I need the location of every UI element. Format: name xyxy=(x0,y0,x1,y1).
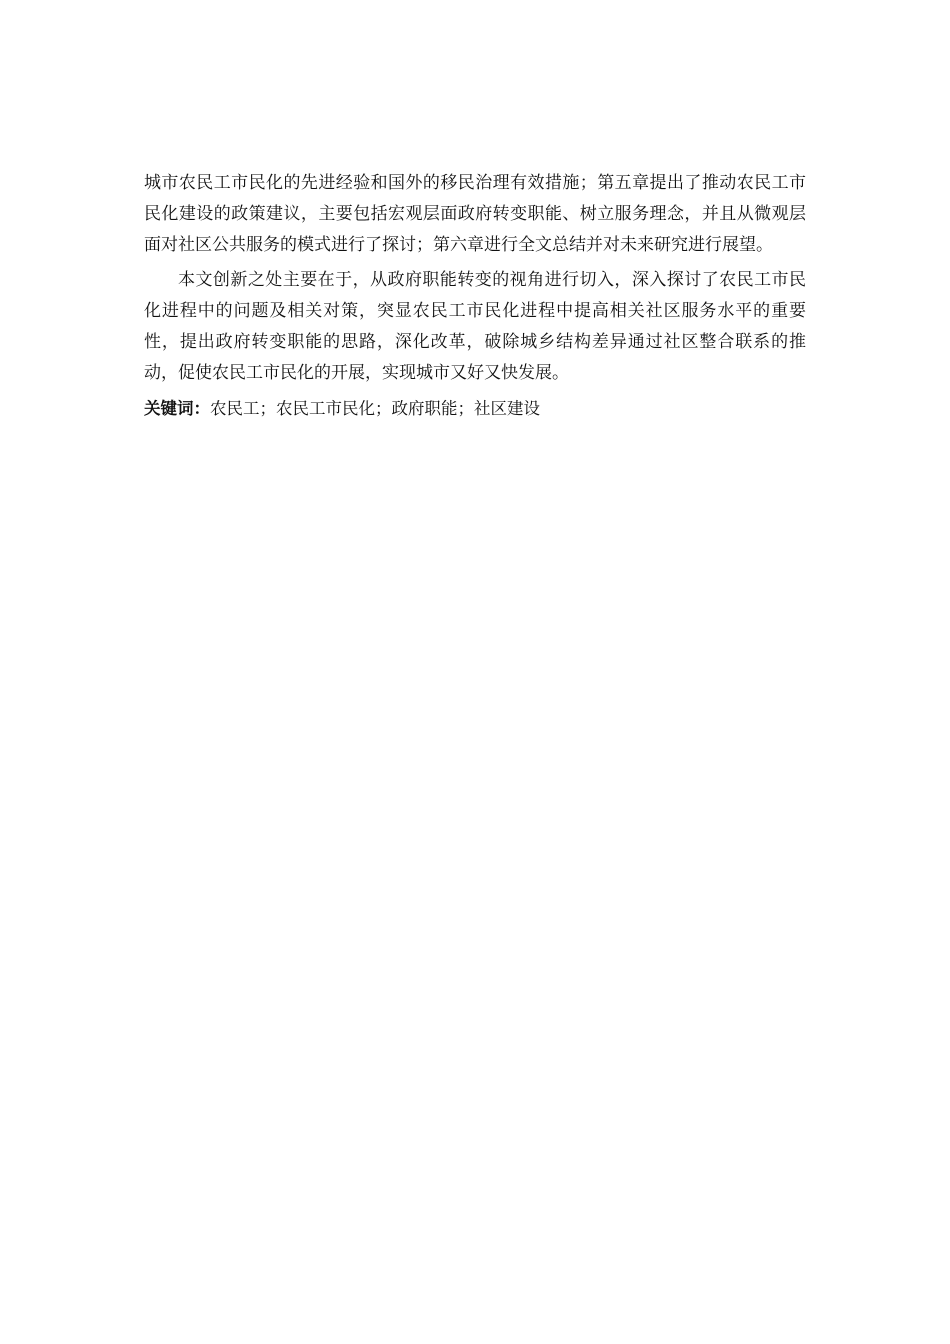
document-body xyxy=(144,168,806,424)
paragraph-innovation: 本文创新之处主要在于，从政府职能转变的视角进行切入，深入探讨了农民工市民化进程中的问题及相关对策，突显农民工市民化进程中提高相关社区服务水平的重要性，提出政府转变职能的思路，深化改革，破除城乡结构差异通过社区整合联系的推动，促使农民工市民化的开展，实现城市又好又快发展。 xyxy=(144,270,806,383)
paragraph-continuation: 城市农民工市民化的先进经验和国外的移民治理有效措施；第五章提出了推动农民工市民化建设的政策建议，主要包括宏观层面政府转变职能、树立服务理念，并且从微观层面对社区公共服务的模式进行了探讨；第六章进行全文总结并对未来研究进行展望。 xyxy=(144,173,806,255)
keywords-text: 农民工；农民工市民化；政府职能；社区建设 xyxy=(210,399,540,418)
keywords-label: 关键词： xyxy=(144,399,210,418)
keywords-line xyxy=(144,393,806,424)
